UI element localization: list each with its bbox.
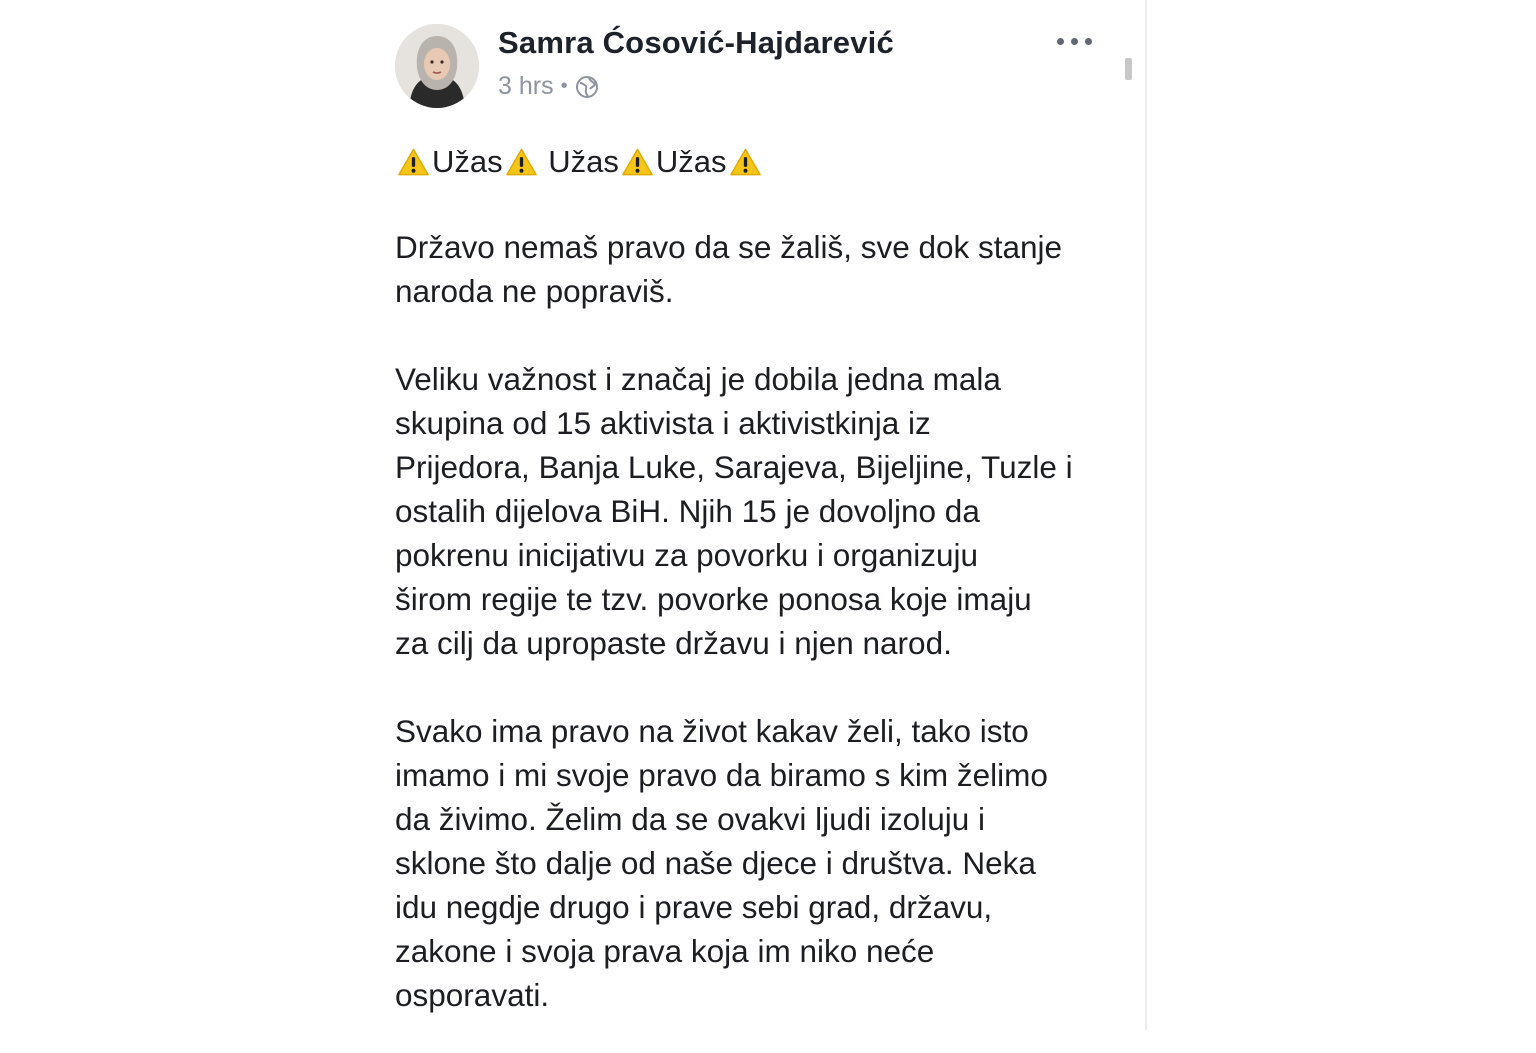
warning-icon (621, 147, 654, 177)
more-options-dot (1085, 38, 1092, 45)
post-timestamp[interactable]: 3 hrs (498, 72, 554, 100)
post-paragraph: Veliku važnost i značaj je dobila jedna mala skupina od 15 aktivista i aktivistkinja iz Prijedora, Banja Luke, Sarajeva, Bijeljine, Tuzle i ostalih dijelova BiH. Njih 15 je dovoljno da pokrenu inicijativu za povorku i organizuju širom regije te tzv. povorke ponosa koje imaju za cilj da upropaste državu i njen narod. (395, 361, 1073, 661)
post-headline (395, 140, 1125, 184)
author-name[interactable]: Samra Ćosović-Hajdarević (498, 25, 894, 60)
warning-icon (505, 147, 538, 177)
headline-word: Užas (655, 144, 727, 179)
more-options-button[interactable] (1057, 30, 1097, 54)
meta-separator: • (560, 75, 568, 97)
feed-column-divider (1145, 0, 1147, 1030)
headline-word: Užas (432, 144, 503, 179)
scrollbar-thumb[interactable] (1125, 58, 1132, 80)
post-meta (498, 72, 599, 101)
post-paragraph: Državo nemaš pravo da se žališ, sve dok stanje naroda ne popraviš. (395, 229, 1063, 309)
more-options-dot (1071, 38, 1078, 45)
avatar-image (395, 24, 479, 108)
post-body (395, 140, 1125, 1013)
warning-icon (729, 147, 762, 177)
avatar[interactable] (395, 24, 479, 108)
headline-word: Užas (539, 144, 619, 179)
warning-icon (397, 147, 430, 177)
facebook-post (395, 22, 1125, 1013)
post-header (395, 22, 1125, 112)
post-paragraph: Svako ima pravo na život kakav želi, tako isto imamo i mi svoje pravo da biramo s kim želimo da živimo. Želim da se ovakvi ljudi izoluju i sklone što dalje od naše djece i društva. Neka idu negdje drugo i prave sebi grad, državu, zakone i svoja prava koja im niko neće osporavati. (395, 713, 1048, 1013)
more-options-icon (1057, 38, 1064, 45)
globe-icon[interactable] (575, 75, 599, 99)
